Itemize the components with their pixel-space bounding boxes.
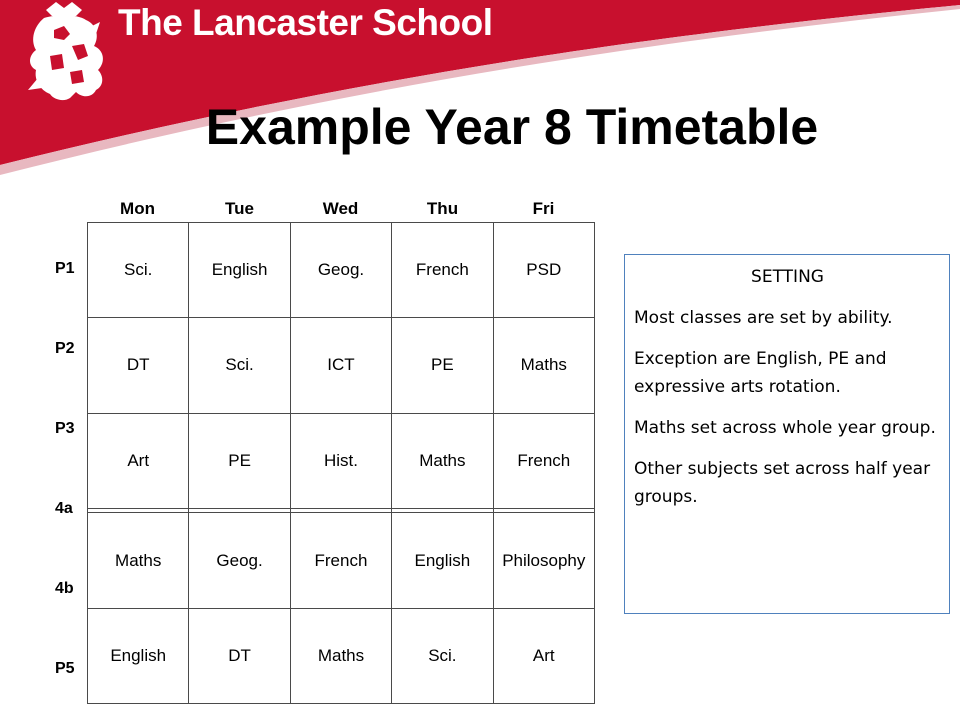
- lesson-cell: Maths: [290, 608, 391, 703]
- setting-title: SETTING: [751, 267, 824, 287]
- day-header: Mon: [120, 199, 155, 218]
- setting-paragraph: Exception are English, PE and expressive arts rotation.: [634, 349, 887, 397]
- lesson-cell: Sci.: [88, 223, 189, 318]
- period-label: 4a: [55, 500, 73, 517]
- page-title: Example Year 8 Timetable: [205, 99, 819, 155]
- lesson-cell: English: [88, 608, 189, 703]
- period-label: P3: [55, 420, 75, 437]
- lesson-cell: Maths: [493, 318, 594, 413]
- lesson-cell: Philosophy: [493, 513, 594, 608]
- lesson-cell: Geog.: [290, 223, 391, 318]
- day-header: Thu: [426, 199, 459, 218]
- table-row: [88, 223, 595, 318]
- lesson-cell: Hist.: [290, 413, 391, 508]
- table-row: [88, 608, 595, 703]
- table-row: [88, 513, 595, 608]
- lesson-cell: English: [189, 223, 290, 318]
- lesson-cell: Maths: [392, 413, 493, 508]
- day-header: Tue: [225, 199, 254, 218]
- lesson-cell: French: [290, 513, 391, 608]
- lesson-cell: Maths: [88, 513, 189, 608]
- lesson-cell: DT: [189, 608, 290, 703]
- lesson-cell: Art: [88, 413, 189, 508]
- timetable-grid: [87, 222, 595, 704]
- lesson-cell: Art: [493, 608, 594, 703]
- setting-info-box: [624, 254, 950, 614]
- lesson-cell: DT: [88, 318, 189, 413]
- lesson-cell: Sci.: [189, 318, 290, 413]
- period-label: P2: [55, 340, 75, 357]
- lion-crest-logo: [24, 0, 110, 104]
- lesson-cell: English: [392, 513, 493, 608]
- day-header: Wed: [322, 199, 359, 218]
- lesson-cell: ICT: [290, 318, 391, 413]
- lesson-cell: French: [493, 413, 594, 508]
- table-row: [88, 413, 595, 508]
- day-header: Fri: [532, 199, 555, 218]
- table-row: [88, 318, 595, 413]
- lesson-cell: PSD: [493, 223, 594, 318]
- period-label: 4b: [55, 580, 74, 597]
- period-label: P1: [55, 260, 75, 277]
- setting-paragraph: Other subjects set across half year groups.: [634, 459, 931, 507]
- school-name: The Lancaster School: [118, 2, 493, 43]
- setting-paragraph: Maths set across whole year group.: [634, 418, 936, 438]
- lesson-cell: PE: [189, 413, 290, 508]
- lesson-cell: PE: [392, 318, 493, 413]
- setting-paragraph: Most classes are set by ability.: [634, 308, 893, 328]
- lesson-cell: French: [392, 223, 493, 318]
- lesson-cell: Geog.: [189, 513, 290, 608]
- period-label: P5: [55, 660, 75, 677]
- lesson-cell: Sci.: [392, 608, 493, 703]
